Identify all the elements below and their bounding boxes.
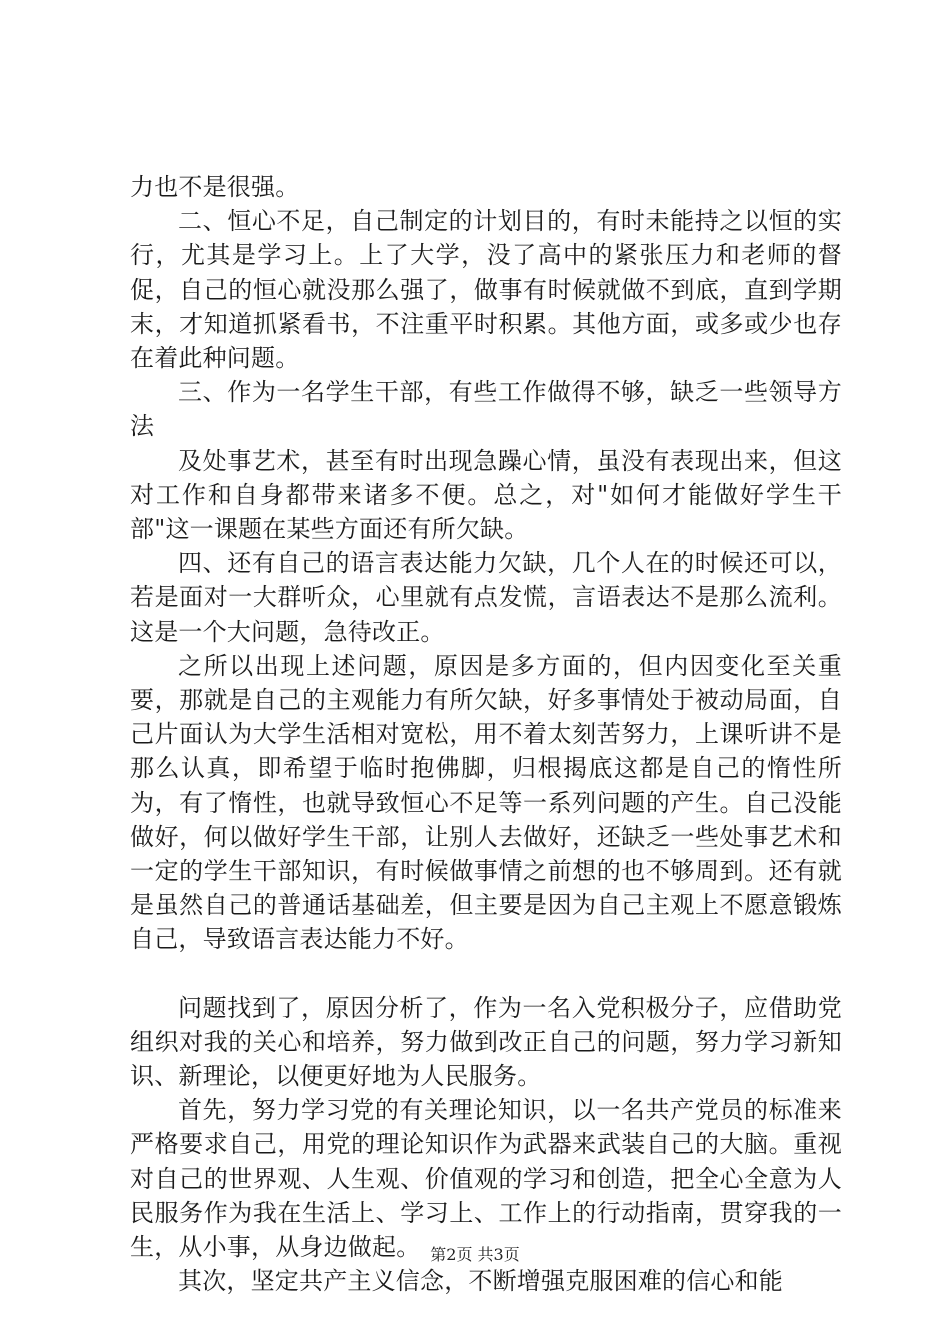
paragraph-point-three: 三、作为一名学生干部，有些工作做得不够，缺乏一些领导方法 (130, 378, 842, 441)
paragraph-second-measure: 其次，坚定共产主义信念，不断增强克服困难的信心和能 (178, 1267, 783, 1296)
paragraph-resolution: 问题找到了，原因分析了，作为一名入党积极分子，应借助党组织对我的关心和培养，努力做到改正自己的问题，努力学习新知识、新理论，以便更好地为人民服务。 (130, 993, 842, 1091)
paragraph-first-measure: 首先，努力学习党的有关理论知识，以一名共产党员的标准来严格要求自己，用党的理论知识作为武器来武装自己的大脑。重视对自己的世界观、人生观、价值观的学习和创造，把全心全意为人民服务作为我在生活上、学习上、工作上的行动指南，贯穿我的一生，从小事，从身边做起。 (130, 1096, 842, 1262)
document-body (130, 170, 842, 1299)
paragraph-point-three-cont: 及处事艺术，甚至有时出现急躁心情，虽没有表现出来，但这对工作和自身都带来诸多不便。总之，对"如何才能做好学生干部"这一课题在某些方面还有所欠缺。 (130, 446, 842, 544)
paragraph-continuation: 力也不是很强。 (130, 173, 300, 201)
paragraph-point-two: 二、恒心不足，自己制定的计划目的，有时未能持之以恒的实行，尤其是学习上。上了大学，没了高中的紧张压力和老师的督促，自己的恒心就没那么强了，做事有时候就做不到底，直到学期末，才知道抓紧看书，不注重平时积累。其他方面，或多或少也存在着此种问题。 (130, 207, 842, 373)
paragraph-spacer (130, 957, 842, 991)
paragraph-point-four: 四、还有自己的语言表达能力欠缺，几个人在的时候还可以，若是面对一大群听众，心里就有点发慌，言语表达不是那么流利。这是一个大问题，急待改正。 (130, 549, 842, 646)
page-footer: 第2页 共3页 (430, 1245, 520, 1264)
paragraph-cause-analysis: 之所以出现上述问题，原因是多方面的，但内因变化至关重要，那就是自己的主观能力有所欠缺，好多事情处于被动局面，自己片面认为大学生活相对宽松，用不着太刻苦努力，上课听讲不是那么认真，即希望于临时抱佛脚，归根揭底这都是自己的惰性所为，有了惰性，也就导致恒心不足等一系列问题的产生。自己没能做好，何以做好学生干部，让别人去做好，还缺乏一些处事艺术和一定的学生干部知识，有时候做事情之前想的也不够周到。还有就是虽然自己的普通话基础差，但主要是因为自己主观上不愿意锻炼自己，导致语言表达能力不好。 (130, 651, 842, 954)
